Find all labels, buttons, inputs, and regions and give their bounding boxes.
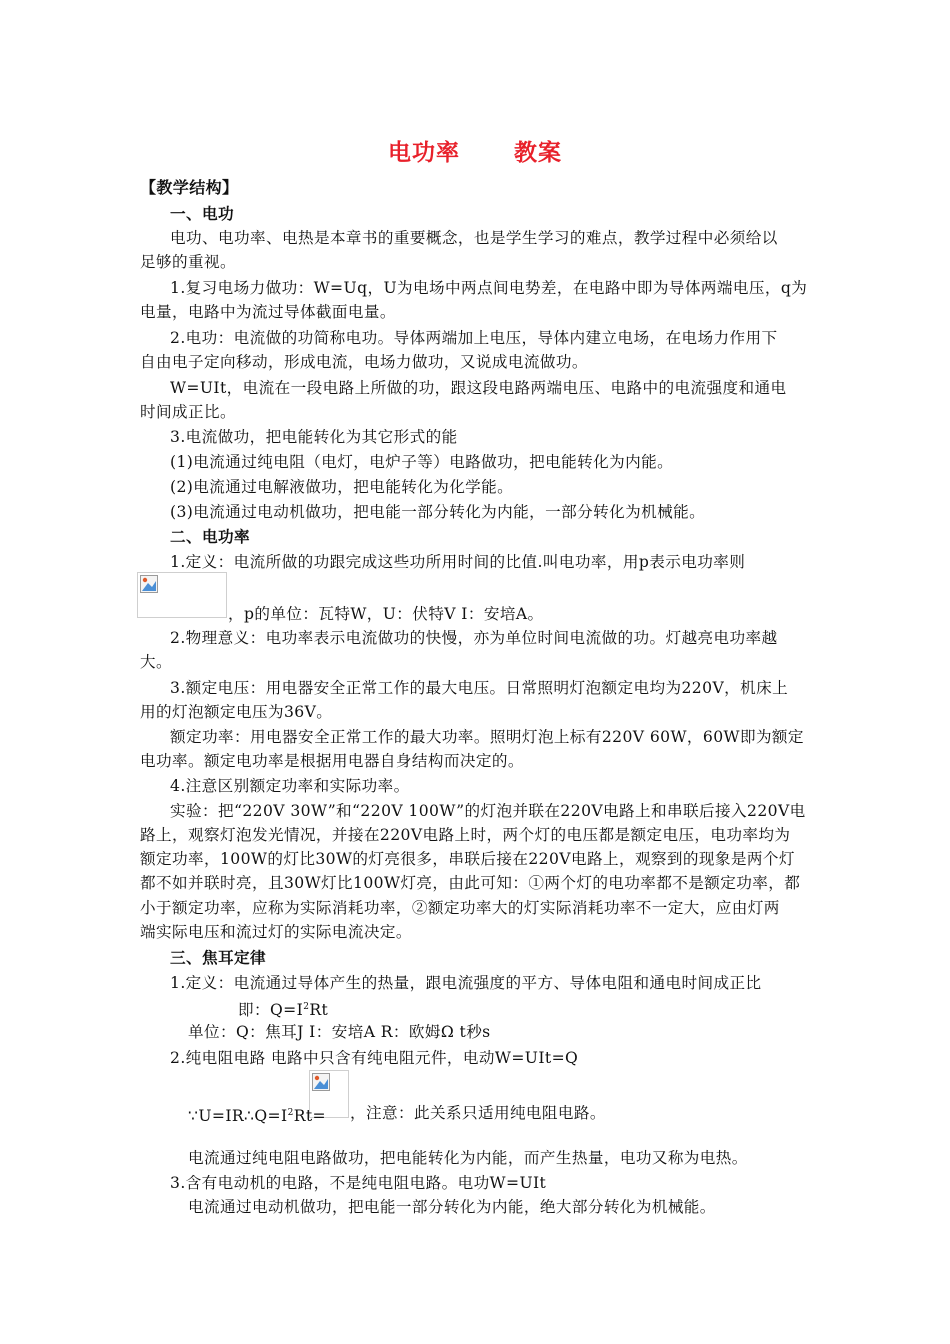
s2-p3-line-1: 3.额定电压：用电器安全正常工作的最大电压。日常照明灯泡额定电均为220V，机床上	[170, 679, 789, 697]
s3-formula-2-prefix: ∵U=IR∴Q=I	[188, 1107, 288, 1126]
s3-p1: 1.定义：电流通过导体产生的热量，跟电流强度的平方、导体电阻和通电时间成正比	[170, 974, 762, 992]
title-part-1: 电功率	[388, 140, 460, 166]
s1-p1-line-1: 1.复习电场力做功：W=Uq，U为电场中两点间电势差，在电路中即为导体两端电压，q为	[170, 279, 808, 297]
s3-p4: 3.含有电动机的电路，不是纯电阻电路。电功W=UIt	[170, 1174, 547, 1192]
s3-formula-q-suffix: Rt	[309, 1001, 329, 1020]
s2-p6-line-5: 小于额定功率，应称为实际消耗功率，②额定功率大的灯实际消耗功率不一定大，应由灯两	[140, 899, 780, 917]
s3-formula-q-prefix: 即：Q=I	[238, 1001, 304, 1020]
s3-formula-q-exponent: 2	[303, 1002, 310, 1012]
section-main-heading: 【教学结构】	[140, 178, 239, 197]
s1-p1-line-2: 电量，电路中为流过导体截面电量。	[140, 303, 396, 321]
s2-p6-line-3: 额定功率，100W的灯比30W的灯亮很多，串联后接在220V电路上，观察到的现象是两个灯	[140, 850, 795, 868]
s2-p1b: ，p的单位：瓦特W，U：伏特V I：安培A。	[228, 605, 544, 623]
broken-image-icon	[312, 1073, 330, 1091]
s1-p2-line-2: 自由电子定向移动，形成电流，电场力做功，又说成电流做功。	[140, 353, 588, 371]
s1-intro-line-2: 足够的重视。	[140, 253, 236, 271]
s3-formula-2-exponent: 2	[287, 1108, 294, 1118]
s3-units: 单位：Q：焦耳J I：安培A R：欧姆Ω t秒s	[188, 1023, 491, 1041]
s1-intro-line-1: 电功、电功率、电热是本章书的重要概念，也是学生学习的难点，教学过程中必须给以	[170, 229, 778, 247]
s1-p6: (2)电流通过电解液做功，把电能转化为化学能。	[170, 478, 514, 496]
title-part-2: 教案	[514, 140, 562, 166]
s3-p5: 电流通过电动机做功，把电能一部分转化为内能，绝大部分转化为机械能。	[188, 1198, 716, 1216]
s2-p2-line-2: 大。	[140, 653, 172, 671]
s2-p6-line-2: 路上，观察灯泡发光情况，并接在220V电路上时，两个灯的电压都是额定电压，电功率均为	[140, 826, 791, 844]
broken-image-icon	[140, 575, 158, 593]
s2-p5: 4.注意区别额定功率和实际功率。	[170, 777, 410, 795]
s2-p4-line-1: 额定功率：用电器安全正常工作的最大功率。照明灯泡上标有220V 60W，60W即为额定	[170, 728, 804, 746]
s1-p3-line-2: 时间成正比。	[140, 403, 236, 421]
s2-p2-line-1: 2.物理意义：电功率表示电流做功的快慢，亦为单位时间电流做的功。灯越亮电功率越	[170, 629, 778, 647]
s2-p6-line-6: 端实际电压和流过灯的实际电流决定。	[140, 923, 412, 941]
s1-p7: (3)电流通过电动机做功，把电能一部分转化为内能，一部分转化为机械能。	[170, 503, 706, 521]
s1-p5: (1)电流通过纯电阻（电灯，电炉子等）电路做功，把电能转化为内能。	[170, 453, 674, 471]
s3-formula-q	[238, 995, 918, 1022]
s2-p4-line-2: 电功率。额定电功率是根据用电器自身结构而决定的。	[140, 752, 524, 770]
section-2-heading: 二、电功率	[170, 528, 250, 546]
document-title	[0, 134, 950, 167]
s1-p2-line-1: 2.电功：电流做的功简称电功。导体两端加上电压，导体内建立电场，在电场力作用下	[170, 329, 778, 347]
s3-formula-2-suffix: Rt=	[293, 1107, 326, 1126]
s3-p2: 2.纯电阻电路 电路中只含有纯电阻元件，电动W=UIt=Q	[170, 1049, 579, 1067]
s1-p3-line-1: W=UIt，电流在一段电路上所做的功，跟这段电路两端电压、电路中的电流强度和通电	[170, 379, 787, 397]
s1-p4: 3.电流做功，把电能转化为其它形式的能	[170, 428, 458, 446]
s2-p6-line-4: 都不如并联时亮，且30W灯比100W灯亮，由此可知：①两个灯的电功率都不是额定功率，都	[140, 874, 801, 892]
section-1-heading: 一、电功	[170, 205, 234, 223]
s3-p3: 电流通过纯电阻电路做功，把电能转化为内能，而产生热量，电功又称为电热。	[188, 1149, 748, 1167]
s2-p1: 1.定义：电流所做的功跟完成这些功所用时间的比值.叫电功率，用p表示电功率则	[170, 553, 746, 571]
formula-image-placeholder	[137, 572, 227, 618]
s2-p6-line-1: 实验：把“220V 30W”和“220V 100W”的灯泡并联在220V电路上和串联后接入220V电	[170, 802, 806, 820]
section-3-heading: 三、焦耳定律	[170, 949, 266, 967]
s2-p3-line-2: 用的灯泡额定电压为36V。	[140, 703, 333, 721]
s3-note: ，注意：此关系只适用纯电阻电路。	[350, 1104, 606, 1122]
